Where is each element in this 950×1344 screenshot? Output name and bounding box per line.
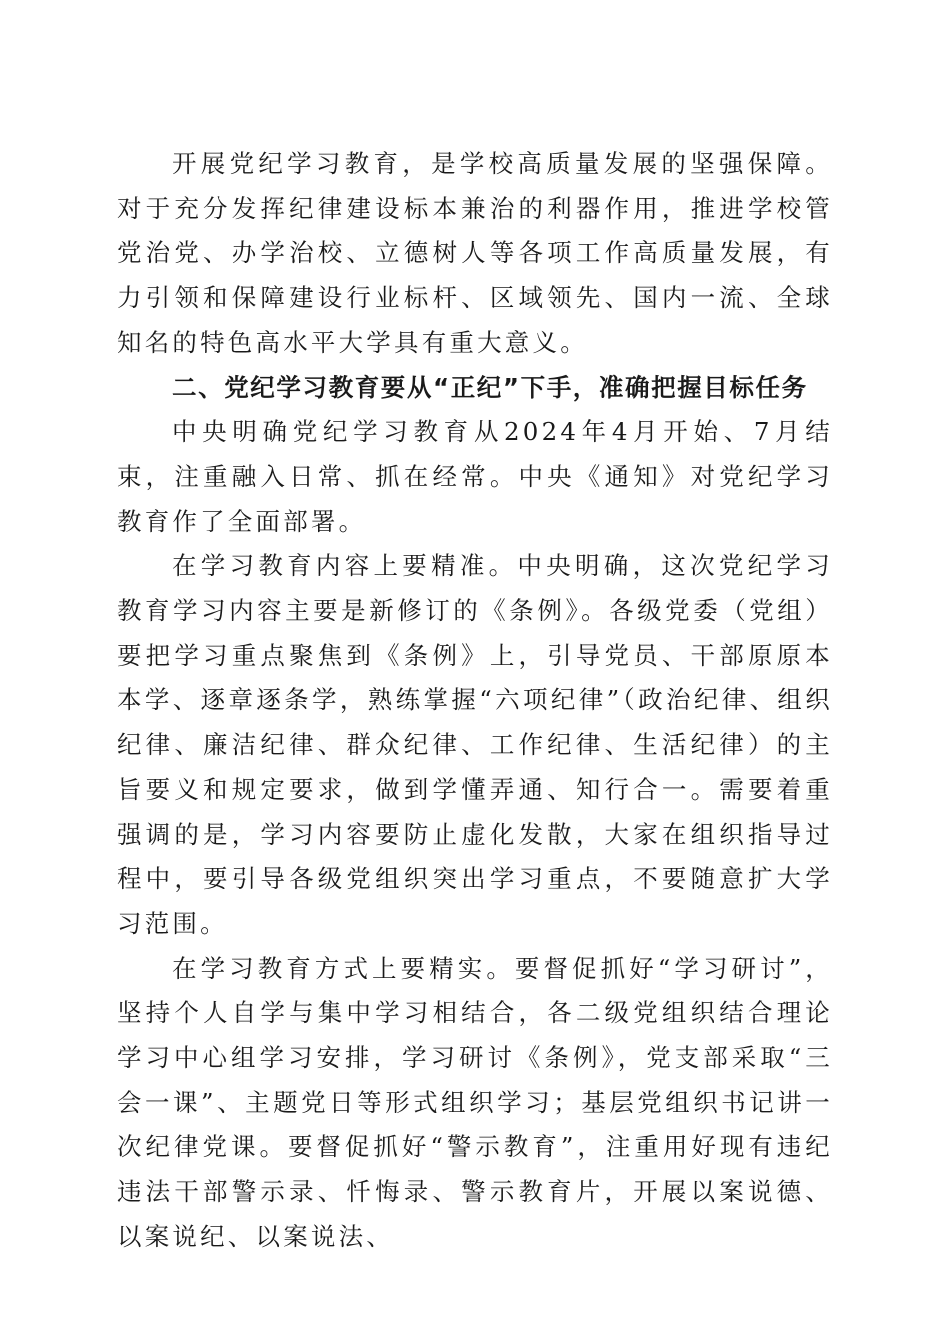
- section-heading-2: 二、党纪学习教育要从“正纪”下手，准确把握目标任务: [172, 372, 808, 402]
- document-body: [117, 142, 833, 1260]
- paragraph-significance: 开展党纪学习教育，是学校高质量发展的坚强保障。对于充分发挥纪律建设标本兼治的利器作用，推进学校管党治党、办学治校、立德树人等各项工作高质量发展，有力引领和保障建设行业标杆、区域领先、国内一流、全球知名的特色高水平大学具有重大意义。: [117, 149, 833, 357]
- paragraph-method-precision: 在学习教育方式上要精实。要督促抓好“学习研讨”，坚持个人自学与集中学习相结合，各二级党组织结合理论学习中心组学习安排，学习研讨《条例》，党支部采取“三会一课”、主题党日等形式组织学习；基层党组织书记讲一次纪律党课。要督促抓好“警示教育”，注重用好现有违纪违法干部警示录、忏悔录、警示教育片，开展以案说德、以案说纪、以案说法、: [117, 953, 833, 1251]
- paragraph-timeline: 中央明确党纪学习教育从2024年4月开始、7月结束，注重融入日常、抓在经常。中央《通知》对党纪学习教育作了全面部署。: [117, 417, 833, 536]
- paragraph-content-precision: 在学习教育内容上要精准。中央明确，这次党纪学习教育学习内容主要是新修订的《条例》。各级党委（党组）要把学习重点聚焦到《条例》上，引导党员、干部原原本本学、逐章逐条学，熟练掌握“六项纪律”（政治纪律、组织纪律、廉洁纪律、群众纪律、工作纪律、生活纪律）的主旨要义和规定要求，做到学懂弄通、知行合一。需要着重强调的是，学习内容要防止虚化发散，大家在组织指导过程中，要引导各级党组织突出学习重点，不要随意扩大学习范围。: [117, 551, 833, 938]
